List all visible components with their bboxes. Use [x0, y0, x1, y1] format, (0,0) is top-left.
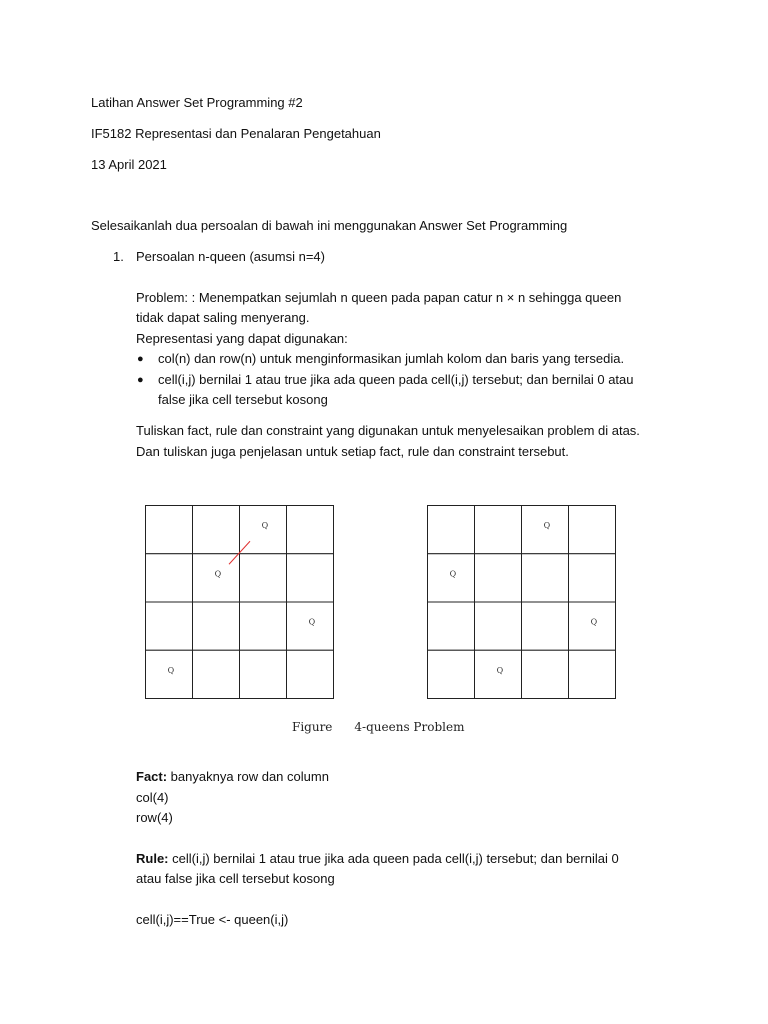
rule-label: Rule: [136, 851, 169, 866]
queen-marker: Q [261, 521, 269, 531]
document-date: 13 April 2021 [91, 157, 167, 172]
fact-col: col(4) [136, 790, 169, 805]
item-title: Persoalan n-queen (asumsi n=4) [136, 249, 325, 264]
board-cell [287, 650, 334, 698]
list-number: 1. [113, 249, 124, 264]
board-cell [287, 554, 334, 602]
board-cell [428, 602, 475, 650]
board-cell [475, 554, 522, 602]
board-cell [475, 506, 522, 554]
board-cell [146, 602, 193, 650]
board-cell [475, 602, 522, 650]
board-cell [569, 650, 616, 698]
rule-text-line-2: atau false jika cell tersebut kosong [136, 871, 335, 886]
fact-label: Fact: [136, 769, 168, 784]
bullet-item-2-line-2: false jika cell tersebut kosong [158, 392, 328, 407]
board-cell [522, 602, 569, 650]
rule-text: cell(i,j) bernilai 1 atau true jika ada queen pada cell(i,j) tersebut; dan bernilai 0 [168, 851, 619, 866]
queen-marker: Q [496, 665, 504, 675]
bullet-item-2-line-1: cell(i,j) bernilai 1 atau true jika ada queen pada cell(i,j) tersebut; dan bernilai 0 atau [158, 372, 634, 387]
queen-marker: Q [590, 617, 598, 627]
board-cell [240, 650, 287, 698]
figure-caption [292, 720, 464, 734]
representation-heading: Representasi yang dapat digunakan: [136, 331, 348, 346]
problem-line-2: tidak dapat saling menyerang. [136, 310, 310, 325]
course-name: IF5182 Representasi dan Penalaran Pengetahuan [91, 126, 381, 141]
chessboard-invalid [145, 505, 333, 698]
board-cell [146, 554, 193, 602]
board-cell [569, 554, 616, 602]
board-cell [240, 554, 287, 602]
board-cell [193, 602, 240, 650]
board-cell [569, 506, 616, 554]
queen-marker: Q [543, 521, 551, 531]
task-line-1: Tuliskan fact, rule dan constraint yang digunakan untuk menyelesaikan problem di atas. [136, 423, 640, 438]
board-cell [146, 506, 193, 554]
bullet-icon: ● [137, 353, 144, 365]
fact-row: row(4) [136, 810, 173, 825]
task-line-2: Dan tuliskan juga penjelasan untuk setiap fact, rule dan constraint tersebut. [136, 444, 569, 459]
figure-caption-title: 4-queens Problem [354, 720, 465, 734]
rule-description [136, 851, 619, 867]
document-title: Latihan Answer Set Programming #2 [91, 95, 303, 110]
board-svg [427, 505, 615, 698]
board-cell [428, 650, 475, 698]
queen-marker: Q [449, 569, 457, 579]
fact-description [136, 769, 329, 785]
rule-code: cell(i,j)==True <- queen(i,j) [136, 912, 289, 927]
bullet-icon: ● [137, 374, 144, 386]
bullet-item-1: col(n) dan row(n) untuk menginformasikan jumlah kolom dan baris yang tersedia. [158, 351, 625, 366]
chessboard-valid [427, 505, 615, 698]
board-cell [522, 650, 569, 698]
board-cell [193, 650, 240, 698]
board-cell [240, 602, 287, 650]
queen-marker: Q [308, 617, 316, 627]
intro-instruction: Selesaikanlah dua persoalan di bawah ini menggunakan Answer Set Programming [91, 218, 568, 233]
queen-marker: Q [214, 569, 222, 579]
board-svg [145, 505, 333, 698]
problem-line-1: Problem: : Menempatkan sejumlah n queen pada papan catur n × n sehingga queen [136, 290, 622, 305]
figure-caption-label: Figure [292, 720, 333, 734]
fact-text: banyaknya row dan column [167, 769, 329, 784]
board-cell [428, 506, 475, 554]
queen-marker: Q [167, 665, 175, 675]
board-cell [522, 554, 569, 602]
board-cell [287, 506, 334, 554]
board-cell [193, 506, 240, 554]
